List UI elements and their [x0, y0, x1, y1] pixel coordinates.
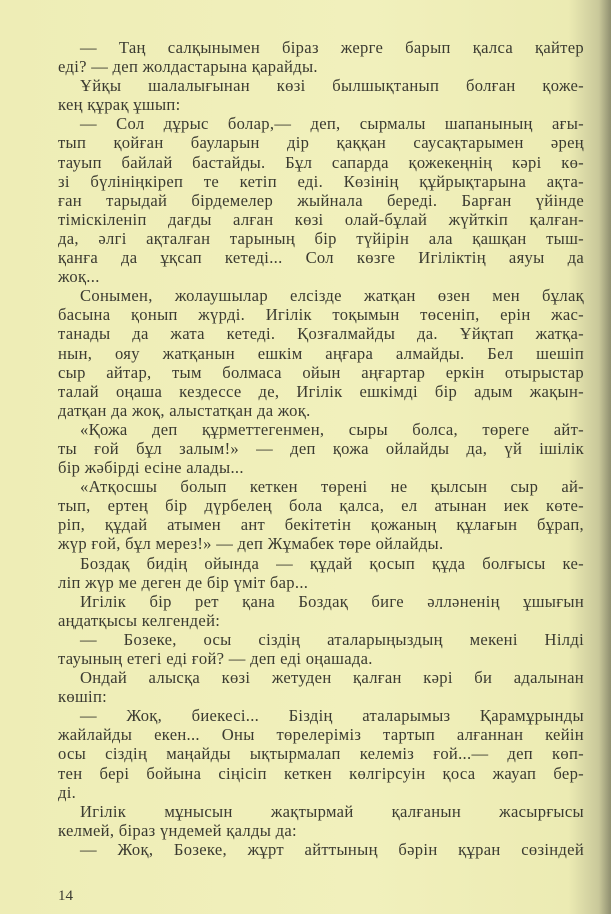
text-line: Игілік мұнысын жақтырмай қалғанын жасырғысы: [80, 801, 584, 821]
text-line: «Атқосшы болып кеткен төрені не қылсын сыр ай-: [80, 477, 584, 497]
text-line: — Таң салқынымен біраз жерге барып қалса қайтер: [80, 38, 584, 57]
text-line: талай оңаша кездессе де, Игілік ешкімді бір адым жақын-: [58, 381, 584, 401]
text-line: танады да жата кетеді. Қозғалмайды да. Ұйқтап жатқа-: [58, 324, 584, 344]
text-line: ты ғой бұл залым!» — деп қожа ойлайды да, үй ішілік: [58, 438, 584, 458]
text-line: басына қонып жүрді. Игілік тоқымын төсеніп, ерін жас-: [58, 305, 584, 325]
text-line: ған тарыдай бірдемелер жыйнала береді. Барған үйінде: [58, 190, 584, 210]
text-line: жайлайды екен... Оны төрелеріміз тартып алғаннан кейін: [58, 725, 584, 745]
text-line: ріп, құдай атымен ант бекітетін қожаның құлағын бұрап,: [58, 515, 584, 535]
text-line: тып, ертең бір дүрбелең бола қалса, ел атынан иек көте-: [58, 496, 584, 516]
text-line: тып қойған бауларын дір қаққан саусақтарымен әрең: [58, 133, 584, 153]
text-line: келмей, біраз үндемей қалды да:: [58, 820, 297, 840]
text-line: тауының етегі еді ғой? — деп еді оңашада.: [58, 649, 373, 668]
text-line: да, әлгі ақталған тарының бір түйірін ала қашқан тыш-: [58, 228, 584, 248]
page-number: 14: [58, 888, 73, 904]
text-line: тіміскіленіп дағды алған көзі олай-бұлай жүйткіп қалған-: [58, 209, 584, 229]
text-line: тауып байлай бастайды. Бұл сапарда қожекеңнің кәрі кө-: [58, 152, 584, 172]
text-line: — Жоқ, Бозеке, жұрт айттының бәрін құран сөзіндей: [80, 839, 584, 859]
text-line: ді.: [58, 782, 77, 802]
text-line: аңдатқысы келгендей:: [58, 610, 221, 630]
text-line: бір жәбірді есіне алады...: [58, 458, 244, 478]
text-line: сыр айтар, тым болмаса ойын аңғартар еркін отырыстар: [58, 362, 584, 382]
text-line: осы сіздің маңайды ықтырмалап келеміз ғой...— деп көп-: [58, 744, 584, 764]
text-line: жүр ғой, бұл мерез!» — деп Жұмабек төре ойлайды.: [58, 534, 444, 554]
text-line: — Сол дұрыс болар,— деп, сырмалы шапанының ағы-: [80, 114, 584, 134]
book-page-text: [58, 38, 584, 859]
text-line: Ұйқы шалалығынан көзі былшықтанып болған қоже-: [80, 76, 584, 96]
text-line: — Жоқ, биекесі... Біздің аталарымыз Қарамұрынды: [80, 706, 584, 726]
text-line: нын, ояу жатқанын ешкім аңғара алмайды. Бел шешіп: [58, 343, 584, 363]
text-line: Ондай алысқа көзі жетуден қалған кәрі би адалынан: [80, 668, 584, 688]
text-line: «Қожа деп құрметтегенмен, сыры болса, төреге айт-: [80, 419, 584, 439]
text-line: қанға да ұқсап кетеді... Сол көзге Игіліктің аяуы да: [58, 248, 584, 268]
text-line: Боздақ бидің ойында — құдай қосып құда болғысы ке-: [80, 553, 584, 573]
text-line: жоқ...: [58, 267, 100, 287]
text-line: датқан да жоқ, алыстатқан да жоқ.: [58, 400, 311, 420]
text-line: Сонымен, жолаушылар елсізде жатқан өзен мен бұлақ: [80, 286, 584, 306]
text-line: еді? — деп жолдастарына қарайды.: [58, 57, 318, 77]
text-line: — Бозеке, осы сіздің аталарыңыздың мекені Нілді: [80, 629, 584, 649]
text-line: кең құрақ ұшып:: [58, 95, 181, 115]
text-line: Игілік бір рет қана Боздақ биге әлләненің ұшығын: [80, 591, 584, 611]
text-line: зі бүлініңкіреп те кетіп еді. Көзінің құйрықтарына ақта-: [58, 171, 584, 191]
text-line: тен бері бойына сіңісіп кеткен көлгірсуін қоса жауап бер-: [58, 763, 584, 783]
text-line: көшіп:: [58, 687, 108, 707]
text-line: ліп жүр ме деген де бір үміт бар...: [58, 572, 309, 592]
